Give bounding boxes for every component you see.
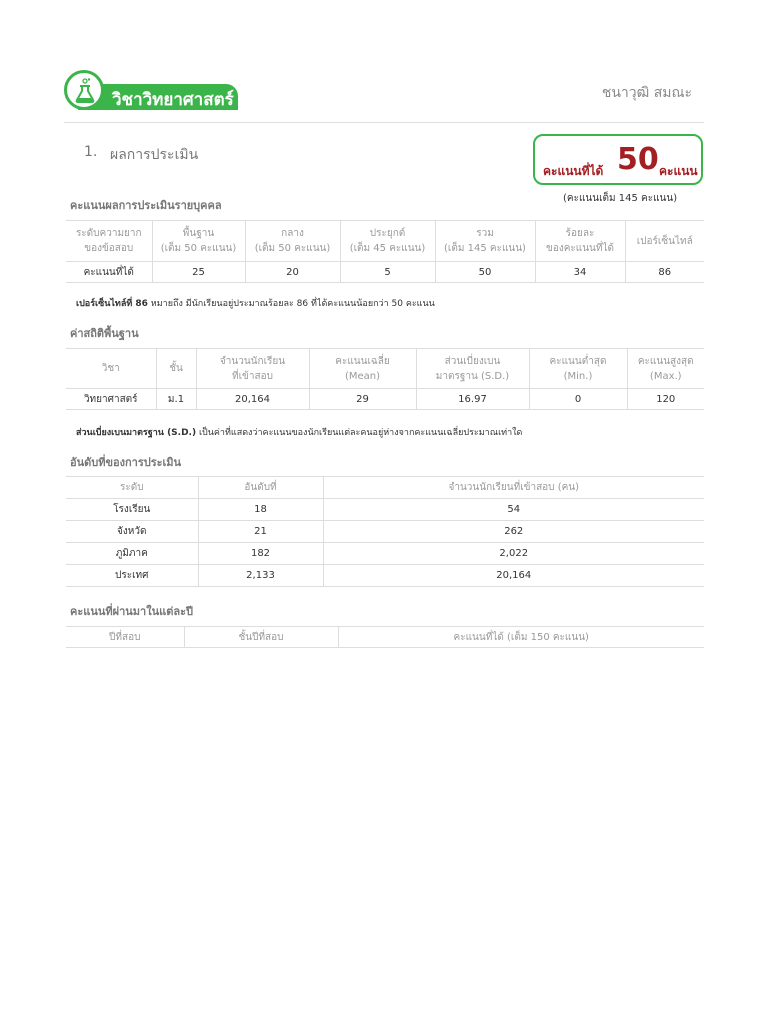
- table-cell: 16.97: [416, 389, 529, 410]
- table-cell: 21: [198, 521, 323, 543]
- section-title: ผลการประเมิน: [110, 147, 199, 163]
- table-cell: ม.1: [156, 389, 196, 410]
- table-header: คะแนนเฉลี่ย (Mean): [309, 349, 416, 389]
- table-cell: ภูมิภาค: [66, 543, 198, 565]
- table-row: [66, 389, 704, 410]
- table-header: ประยุกต์ (เต็ม 45 คะแนน): [340, 221, 435, 262]
- table-header: กลาง (เต็ม 50 คะแนน): [245, 221, 340, 262]
- table-row: [66, 499, 704, 521]
- subject-badge: [64, 70, 239, 110]
- table-header-row: [66, 221, 704, 262]
- sd-note: ส่วนเบี่ยงเบนมาตรฐาน (S.D.) เป็นค่าที่แสดงว่าคะแนนของนักเรียนแต่ละคนอยู่ห่างจากคะแนนเฉลี่ยประมาณเท่าใด: [76, 428, 523, 438]
- table-cell: 182: [198, 543, 323, 565]
- table-header: จำนวนนักเรียนที่เข้าสอบ (คน): [323, 477, 704, 499]
- table-cell: 50: [435, 262, 535, 283]
- table-cell: 20: [245, 262, 340, 283]
- table-cell: 18: [198, 499, 323, 521]
- table-cell: 86: [625, 262, 704, 283]
- table-header: ชั้น: [156, 349, 196, 389]
- individual-score-table: [66, 220, 704, 283]
- table-cell: จังหวัด: [66, 521, 198, 543]
- table-header: ส่วนเบี่ยงเบน มาตรฐาน (S.D.): [416, 349, 529, 389]
- table-header: ชั้นปีที่สอบ: [184, 627, 338, 648]
- student-name: ชนาวุฒิ สมณะ: [601, 85, 692, 101]
- score-box: [533, 134, 703, 185]
- table-cell: โรงเรียน: [66, 499, 198, 521]
- section-number: 1.: [84, 144, 98, 160]
- table-header-row: [66, 349, 704, 389]
- history-table: [66, 626, 704, 648]
- table-header-row: [66, 477, 704, 499]
- table-cell: 20,164: [196, 389, 309, 410]
- table-header: จำนวนนักเรียน ที่เข้าสอบ: [196, 349, 309, 389]
- table-header-row: [66, 627, 704, 648]
- table-header: คะแนนที่ได้ (เต็ม 150 คะแนน): [338, 627, 704, 648]
- table-cell: 2,133: [198, 565, 323, 587]
- rank-table: [66, 476, 704, 587]
- table-cell: 5: [340, 262, 435, 283]
- table-cell: วิทยาศาสตร์: [66, 389, 156, 410]
- score-unit: คะแนน: [659, 164, 698, 178]
- table-header: คะแนนสูงสุด (Max.): [627, 349, 704, 389]
- table-header: อันดับที่: [198, 477, 323, 499]
- history-heading: คะแนนที่ผ่านมาในแต่ละปี: [70, 605, 193, 618]
- table-header: ร้อยละ ของคะแนนที่ได้: [535, 221, 625, 262]
- score-label: คะแนนที่ได้: [543, 164, 604, 178]
- individual-heading: คะแนนผลการประเมินรายบุคคล: [70, 199, 222, 212]
- table-header: พื้นฐาน (เต็ม 50 คะแนน): [152, 221, 245, 262]
- table-cell: ประเทศ: [66, 565, 198, 587]
- stats-heading: ค่าสถิติพื้นฐาน: [70, 327, 139, 340]
- table-cell: 0: [529, 389, 627, 410]
- table-cell: 34: [535, 262, 625, 283]
- table-cell: 25: [152, 262, 245, 283]
- table-cell: 54: [323, 499, 704, 521]
- header-divider: [64, 122, 704, 123]
- table-cell: 29: [309, 389, 416, 410]
- table-header: วิชา: [66, 349, 156, 389]
- table-cell: 2,022: [323, 543, 704, 565]
- table-header: ปีที่สอบ: [66, 627, 184, 648]
- table-row: [66, 521, 704, 543]
- table-header: เปอร์เซ็นไทล์: [625, 221, 704, 262]
- stats-table: [66, 348, 704, 410]
- table-header: ระดับความยาก ของข้อสอบ: [66, 221, 152, 262]
- score-value: 50: [617, 142, 659, 177]
- table-row: [66, 565, 704, 587]
- rank-heading: อันดับที่ของการประเมิน: [70, 456, 182, 469]
- table-row: [66, 262, 704, 283]
- table-cell: 20,164: [323, 565, 704, 587]
- table-cell: 120: [627, 389, 704, 410]
- subject-title: วิชาวิทยาศาสตร์: [112, 90, 234, 110]
- percentile-note: เปอร์เซ็นไทล์ที่ 86 หมายถึง มีนักเรียนอยู่ประมาณร้อยละ 86 ที่ได้คะแนนน้อยกว่า 50 คะแนน: [76, 299, 435, 309]
- full-score-note: (คะแนนเต็ม 145 คะแนน): [563, 193, 678, 204]
- flask-icon: [64, 70, 104, 110]
- table-header: รวม (เต็ม 145 คะแนน): [435, 221, 535, 262]
- table-cell: คะแนนที่ได้: [66, 262, 152, 283]
- table-row: [66, 543, 704, 565]
- table-cell: 262: [323, 521, 704, 543]
- table-header: ระดับ: [66, 477, 198, 499]
- table-header: คะแนนต่ำสุด (Min.): [529, 349, 627, 389]
